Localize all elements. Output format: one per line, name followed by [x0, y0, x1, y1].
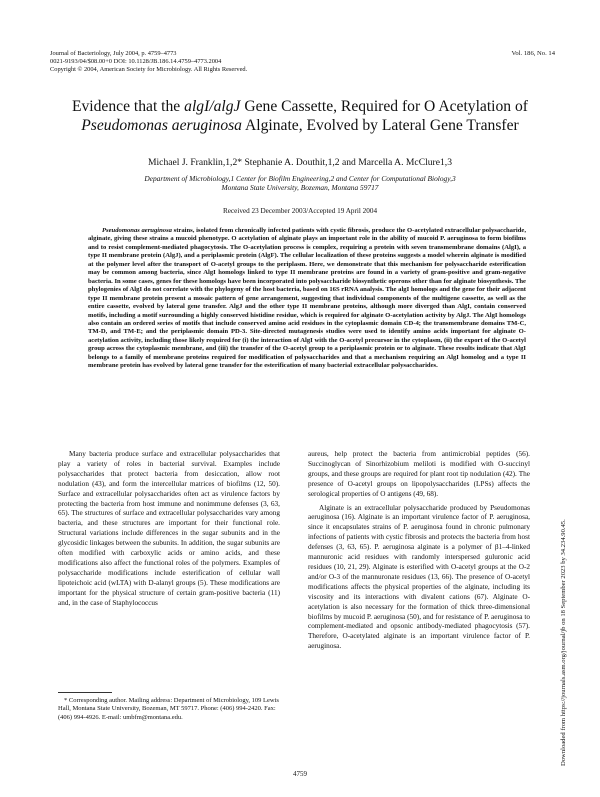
affiliation-line-2: Montana State University, Bozeman, Montana 59717 [221, 183, 379, 193]
body-paragraph: Many bacteria produce surface and extracellular polysaccharides that play a variety of roles in bacterial survival. Examples include polysaccharides that protect bacteria from desiccation, allow root nodulation (43), and form the intercellular matrices of biofilms (12, 50). Surface and extracellular polysaccharides often act as virulence factors by protecting the bacteria from host immune and nonimmune defenses (3, 63, 65). The structures of surface and extracellular polysaccharides vary among bacteria, and these structures are important for their functional role. Structural variations include differences in the sugar subunits and in the glycosidic linkages between the subunits. In addition, the sugar subunits are often modified with carboxylic acids or amino acids, and these modifications also affect the functional roles of the polymers. Examples of polysaccharide modifications include esterification of cellular wall lipoteichoic acid (wLTA) with D-alanyl groups (5). These modifications are important for the physical structure of certain gram-positive bacteria (11) and, in the case of Staphylococcus [58, 450, 280, 607]
page-number: 4759 [293, 770, 307, 778]
article-title [40, 98, 560, 135]
body-paragraph: aureus, help protect the bacteria from antimicrobial peptides (56). Succinoglycan of Sinorhizobium meliloti is modified with O-succinyl groups, and these groups are required for plant root tip nodulation (42). The presence of O-acetyl groups on lipopolysaccharides (LPSs) affects the serological properties of O antigens (49, 68). [308, 450, 530, 498]
affiliation-line-1: Department of Microbiology,1 Center for Biofilm Engineering,2 and Center for Computational Biology,3 [144, 174, 456, 183]
received-dates: Received 23 December 2003/Accepted 19 April 2004 [222, 207, 378, 215]
title-species: Pseudomonas aeruginosa [81, 116, 242, 134]
author-list: Michael J. Franklin,1,2* Stephanie A. Douthit,1,2 and Marcella A. McClure1,3 [147, 157, 452, 168]
title-part-3: Alginate, Evolved by Lateral Gene Transfer [241, 116, 519, 134]
body-column-right [308, 450, 530, 652]
doi-line: 0021-9193/04/$08.00+0 DOI: 10.1128/JB.186.14.4759–4773.2004 [50, 58, 222, 66]
abstract-text: strains, isolated from chronically infected patients with cystic fibrosis, produce the O-acetylated extracellular polysaccharide, alginate, giving these strains a mucoid phenotype. O acetylation of alginate plays an important role in the ability of mucoid P. aeruginosa to form biofilms and to resist complement-mediated phagocytosis. The O-acetylation process is complex, requiring a protein with seven transmembrane domains (AlgI), a type II membrane protein (AlgJ), and a periplasmic protein (AlgF). The cellular localization of these proteins suggests a model wherein alginate is modified at the polymer level after the transport of O-acetyl groups to the periplasm. Here, we demonstrate that this mechanism for polysaccharide esterification may be common among bacteria, since AlgI homologs linked to type II membrane proteins are found in a variety of gram-positive and gram-negative bacteria. In some cases, genes for these homologs have been incorporated into polysaccharide biosynthetic operons other than for alginate biosynthesis. The phylogenies of AlgI do not correlate with the phylogeny of the host bacteria, based on 16S rRNA analysis. The algI homologs and the gene for their adjacent type II membrane protein present a mosaic pattern of gene arrangement, suggesting that individual components of the multigene cassette, as well as the entire cassette, evolved by lateral gene transfer. AlgJ and the other type II membrane proteins, although more diverged than AlgI, contain conserved motifs, including a motif surrounding a highly conserved histidine residue, which is required for alginate O-acetylation activity by AlgJ. The AlgI homologs also contain an ordered series of motifs that include conserved amino acid residues in the cytoplasmic domain CD-4; the transmembrane domains TM-C, TM-D, and TM-E; and the periplasmic domain PD-3. Site-directed mutagenesis studies were used to identify amino acids important for alginate O-acetylation activity, including those likely required for (i) the interaction of AlgI with the O-acetyl precursor in the cytoplasm, (ii) the export of the O-acetyl group across the cytoplasmic membrane, and (iii) the transfer of the O-acetyl group to a periplasmic protein or to alginate. These results indicate that AlgI belongs to a family of membrane proteins required for modification of polysaccharides and that a mechanism requiring an AlgI homolog and a type II membrane protein has evolved by lateral gene transfer for the esterification of many bacterial extracellular polysaccharides. [88, 227, 527, 370]
footnote-divider [58, 692, 112, 693]
abstract-lead-species: Pseudomonas aeruginosa [102, 227, 172, 234]
journal-header [50, 50, 247, 75]
affiliations [40, 174, 560, 192]
body-paragraph: Alginate is an extracellular polysaccharide produced by Pseudomonas aeruginosa (16). Alginate is an important virulence factor of P. aeruginosa, since it encapsulates strains of P. aeruginosa found in chronic pulmonary infections of patients with cystic fibrosis and protects the bacteria from host defenses (3, 63, 65). P. aeruginosa alginate is a polymer of β1–4-linked mannuronic acid residues with randomly interspersed guluronic acid residues (10, 21, 29). Alginate is esterified with O-acetyl groups at the O-2 and/or O-3 of the mannuronate residues (13, 66). The presence of O-acetyl modifications affects the physical properties of the alginate, including its viscosity and its interactions with divalent cations (67). Alginate O-acetylation is also necessary for the formation of thick three-dimensional biofilms by mucoid P. aeruginosa (50), and for resistance of P. aeruginosa to complement-mediated and opsonic antibody-mediated phagocytosis (57). Therefore, O-acetylated alginate is an important virulence factor of P. aeruginosa. [308, 503, 530, 651]
abstract [88, 227, 526, 371]
download-watermark: Downloaded from https://journals.asm.org/journal/jb on 18 September 2023 by 34.234.90.45. [560, 519, 567, 766]
title-part-2: Gene Cassette, Required for O Acetylation of [240, 98, 528, 115]
corresponding-author-footnote: * Corresponding author. Mailing address: Department of Microbiology, 109 Lewis Hall, Montana State University, Bozeman, MT 59717. Phone: (406) 994-2420. Fax: (406) 994-4926. E-mail: umbfm@montana.edu. [58, 697, 279, 721]
title-part-1: Evidence that the [71, 98, 185, 115]
title-gene: algI/algJ [184, 98, 241, 115]
body-column-left [58, 450, 280, 609]
journal-citation: Journal of Bacteriology, July 2004, p. 4759–4773 [50, 50, 177, 57]
copyright-line: Copyright © 2004, American Society for Microbiology. All Rights Reserved. [50, 66, 248, 74]
volume-issue: Vol. 186, No. 14 [511, 50, 555, 57]
